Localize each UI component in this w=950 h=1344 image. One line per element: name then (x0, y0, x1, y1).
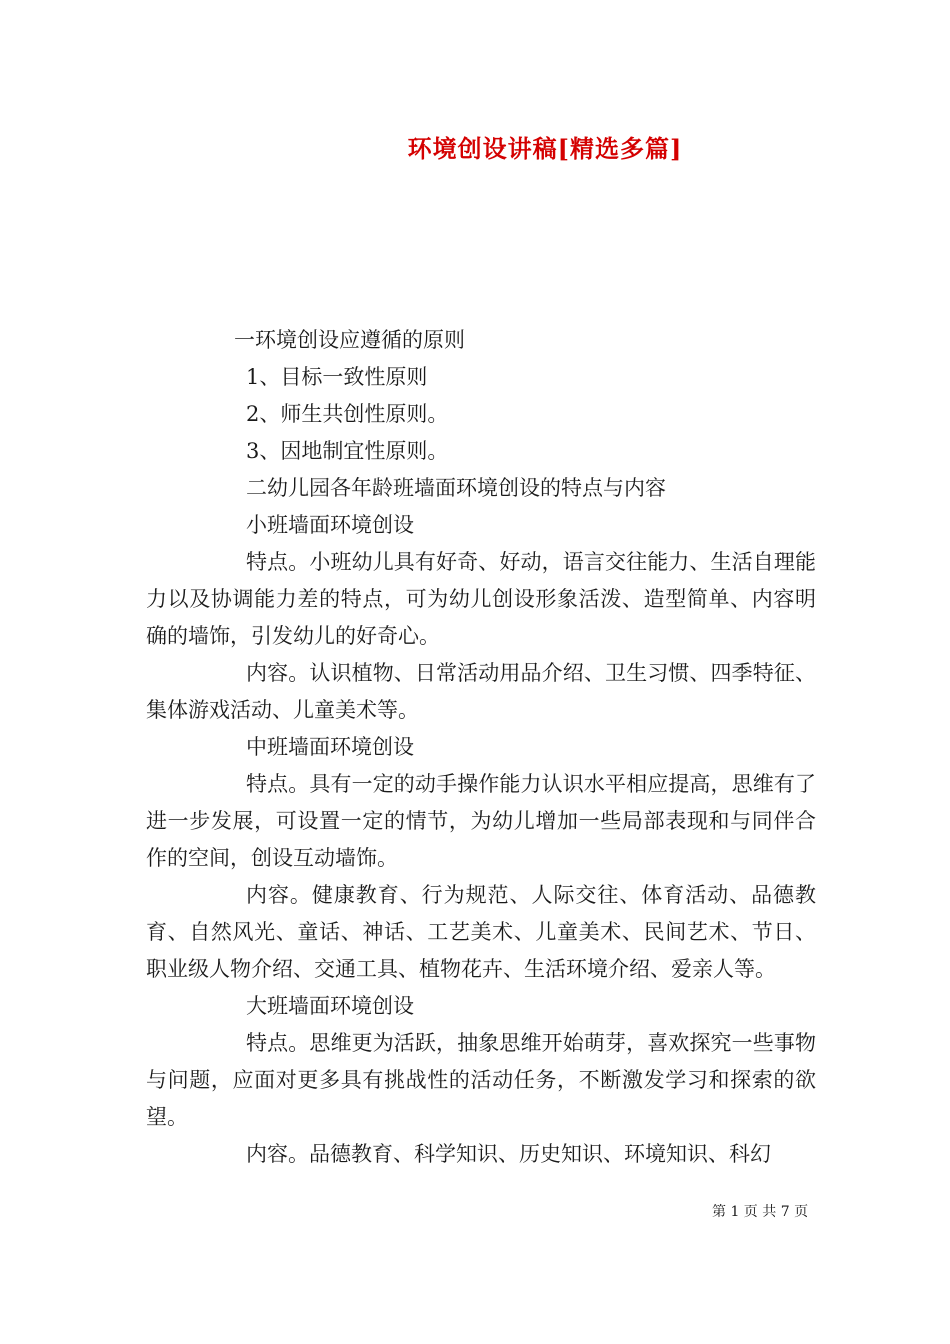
middle-class-content: 内容。健康教育、行为规范、人际交往、体育活动、品德教育、自然风光、童话、神话、工艺美术、儿童美术、民间艺术、节日、职业级人物介绍、交通工具、植物花卉、生活环境介绍、爱亲人等。 (146, 883, 816, 981)
section-heading-wall-environment: 二幼儿园各年龄班墙面环境创设的特点与内容 (246, 476, 666, 500)
principle-item-1: 1、目标一致性原则 (246, 365, 428, 389)
page-footer: 第 1 页 共 7 页 (712, 1204, 809, 1220)
principle-item-2: 2、师生共创性原则。 (246, 402, 449, 426)
principle-item-3: 3、因地制宜性原则。 (246, 439, 449, 463)
middle-class-heading: 中班墙面环境创设 (246, 735, 414, 759)
document-body (146, 322, 816, 1173)
small-class-features: 特点。小班幼儿具有好奇、好动，语言交往能力、生活自理能力以及协调能力差的特点，可为幼儿创设形象活泼、造型简单、内容明确的墙饰，引发幼儿的好奇心。 (146, 550, 816, 648)
section-heading-principles: 一环境创设应遵循的原则 (234, 328, 465, 352)
middle-class-features: 特点。具有一定的动手操作能力认识水平相应提高，思维有了进一步发展，可设置一定的情节，为幼儿增加一些局部表现和与同伴合作的空间，创设互动墙饰。 (146, 772, 816, 870)
large-class-heading: 大班墙面环境创设 (246, 994, 414, 1018)
large-class-content: 内容。品德教育、科学知识、历史知识、环境知识、科幻 (246, 1142, 771, 1166)
small-class-heading: 小班墙面环境创设 (246, 513, 414, 537)
large-class-features: 特点。思维更为活跃，抽象思维开始萌芽，喜欢探究一些事物与问题，应面对更多具有挑战性的活动任务，不断激发学习和探索的欲望。 (146, 1031, 816, 1129)
small-class-content: 内容。认识植物、日常活动用品介绍、卫生习惯、四季特征、集体游戏活动、儿童美术等。 (146, 661, 816, 722)
document-title: 环境创设讲稿[精选多篇] (407, 134, 683, 163)
